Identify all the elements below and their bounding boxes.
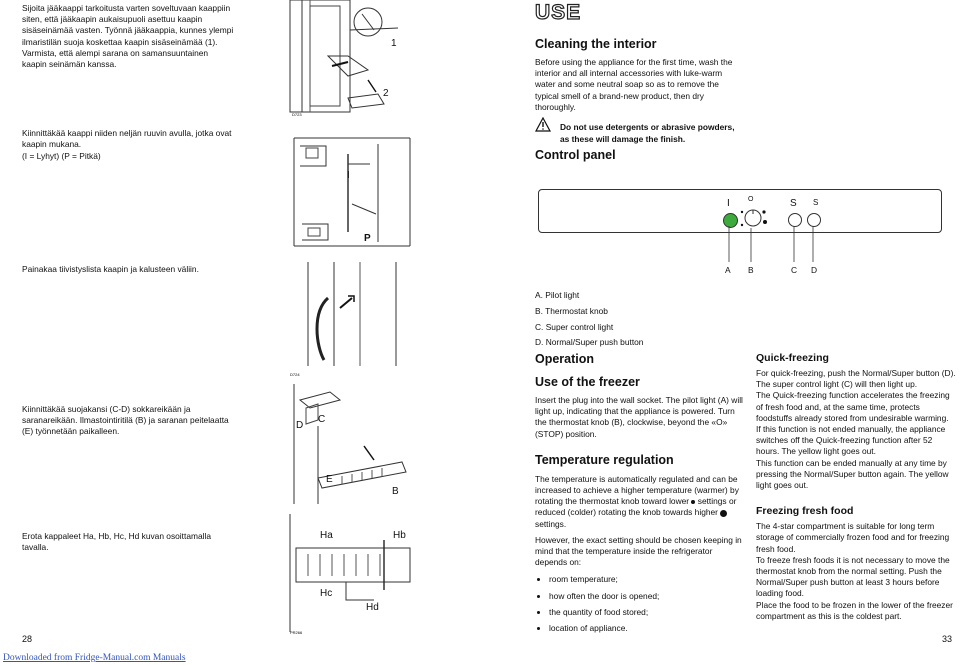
- install-paragraph-2: Kiinnittäkää kaappi niiden neljän ruuvin avulla, jotka ovat kaapin mukana.: [22, 128, 232, 150]
- small-dot-icon: [691, 500, 695, 504]
- panel-symbol-super-button: S: [813, 198, 819, 207]
- quick-freezing-p4: This function can be ended manually at any time by pressing the Normal/Super button again. The yellow light goes out.: [756, 457, 949, 491]
- figure-5-callout-hb: Hb: [393, 530, 406, 541]
- figure-1-callout-2: 2: [383, 88, 389, 99]
- list-item: • the quantity of food stored;: [549, 607, 745, 618]
- panel-symbol-on: I: [727, 198, 730, 209]
- figure-5-callout-hc: Hc: [320, 588, 333, 599]
- install-paragraph-4: Kiinnittäkää suojakansi (C-D) sokkareikään ja saranareikään. Ilmastointiritilä (B) ja saranan peitelaatta (E) työnnetään paikalleen.: [22, 404, 229, 437]
- footer-download-link[interactable]: Downloaded from Fridge-Manual.com Manuals: [3, 653, 186, 663]
- install-paragraph-3: Painakaa tiivistyslista kaapin ja kalusteen väliin.: [22, 264, 199, 274]
- temperature-text: The temperature is automatically regulated and can be increased to achieve a higher temperature (warmer) by rotating the thermostat knob toward lower settings or reduced (colder) rotating the knob towards higher settings.: [535, 473, 739, 529]
- quick-freezing-p2: The Quick-freezing function accelerates the freezing of fresh food and, at the same time, protects foodstuffs already stored from undesirable warming.: [756, 390, 950, 423]
- figure-1-callout-1: 1: [391, 38, 397, 49]
- quick-freezing-p3: If this function is not ended manually, the appliance switches off the Quick-freezing function after 52 hours. The yellow light goes out.: [756, 424, 946, 457]
- panel-label-d: D: [811, 265, 818, 275]
- fresh-food-p2: To freeze fresh foods it is not necessary to move the thermostat knob from the normal setting. Push the Normal/Super push button at least 3 hours before loading food.: [756, 554, 950, 599]
- figure-2-callout-i: I: [347, 170, 350, 181]
- normal-super-push-button[interactable]: [807, 213, 821, 227]
- control-panel-leader-lines: [720, 226, 820, 266]
- fresh-food-p1: The 4-star compartment is suitable for long term storage of commercially frozen food and for freezing fresh food.: [756, 521, 950, 554]
- panel-label-a: A: [725, 265, 731, 275]
- figure-4-callout-c: C: [318, 414, 326, 425]
- install-paragraph-2b: (I = Lyhyt) (P = Pitkä): [22, 151, 101, 161]
- list-item: • how often the door is opened;: [549, 591, 745, 602]
- right-page: [480, 0, 959, 665]
- operation-heading: Operation: [535, 352, 595, 366]
- figure-4-callout-e: E: [326, 474, 333, 485]
- panel-symbol-off: O: [748, 196, 754, 203]
- legend-item: B. Thermostat knob: [535, 305, 608, 316]
- figure-4-callout-d: D: [296, 420, 304, 431]
- figure-2-callout-p: P: [364, 233, 371, 244]
- panel-symbol-super: S: [790, 198, 797, 209]
- warning-triangle-icon: [535, 117, 551, 132]
- temperature-factors-list: [535, 574, 745, 634]
- operation-column: [535, 352, 745, 639]
- freezing-fresh-food-heading: Freezing fresh food: [756, 505, 854, 518]
- control-panel-heading: Control panel: [535, 148, 616, 162]
- quick-freezing-column: [756, 352, 956, 622]
- quick-freezing-heading: Quick-freezing: [756, 352, 829, 364]
- figure-cabinet-top: [288, 0, 418, 118]
- cleaning-text: Before using the appliance for the first time, wash the interior and all internal accessories with luke-warm water and some neutral soap so as to remove the typical smell of a brand-new product, then dry thoroughly.: [535, 57, 733, 112]
- legend-item: D. Normal/Super push button: [535, 337, 644, 348]
- quick-freezing-p1: For quick-freezing, push the Normal/Super button (D). The super control light (C) will then light up.: [756, 368, 956, 390]
- large-dot-icon: [720, 510, 727, 517]
- page-title: USE: [535, 1, 582, 24]
- cleaning-heading: Cleaning the interior: [535, 37, 657, 51]
- warning-text: Do not use detergents or abrasive powders, as these will damage the finish.: [560, 122, 735, 144]
- temperature-regulation-heading: Temperature regulation: [535, 452, 674, 467]
- figure-cover-grille: [288, 366, 412, 506]
- right-page-number: 33: [942, 634, 953, 644]
- legend-item: A. Pilot light: [535, 290, 580, 300]
- figure-5-callout-ha: Ha: [320, 530, 333, 541]
- control-panel-legend: [535, 288, 643, 351]
- svg-text:D724: D724: [290, 372, 300, 377]
- temperature-depends-text: However, the exact setting should be chosen keeping in mind that the temperature inside the refrigerator depends on:: [535, 534, 742, 568]
- figure-screws: [292, 124, 414, 254]
- use-of-freezer-text: Insert the plug into the wall socket. The pilot light (A) will light up, indicating that the appliance is powered. Turn the thermostat knob (B), clockwise, beyond the «O» (STOP) position.: [535, 395, 743, 439]
- install-paragraph-5: Erota kappaleet Ha, Hb, Hc, Hd kuvan osoittamalla tavalla.: [22, 531, 211, 553]
- use-of-freezer-heading: Use of the freezer: [535, 375, 640, 389]
- fresh-food-p3: Place the food to be frozen in the lower of the freezer compartment as this is the coldest part.: [756, 599, 953, 621]
- panel-label-c: C: [791, 265, 798, 275]
- svg-text:PR266: PR266: [290, 630, 303, 635]
- super-control-light: [788, 213, 802, 227]
- figure-4-callout-b: B: [392, 486, 399, 497]
- install-paragraph-1: Sijoita jääkaappi tarkoitusta varten soveltuvaan kaappiin siten, että jääkaapin aukaisupuoli asettuu kaapin sisäseinämää vasten. Työnnä jääkaappia, kunnes ylempi ilmaristilän suoja koskettaa kaapin sisäseinämää (1). Varmista, että alempi sarana on samansuuntainen kaapin seinämän kanssa.: [22, 3, 234, 70]
- list-item: • location of appliance.: [549, 623, 745, 634]
- left-page-number: 28: [22, 634, 33, 644]
- panel-label-b: B: [748, 265, 754, 275]
- legend-item: C. Super control light: [535, 321, 614, 332]
- figure-sealing-strip: [300, 262, 416, 366]
- figure-5-callout-hd: Hd: [366, 602, 379, 613]
- svg-text:D723: D723: [292, 112, 302, 117]
- list-item: • room temperature;: [549, 574, 745, 585]
